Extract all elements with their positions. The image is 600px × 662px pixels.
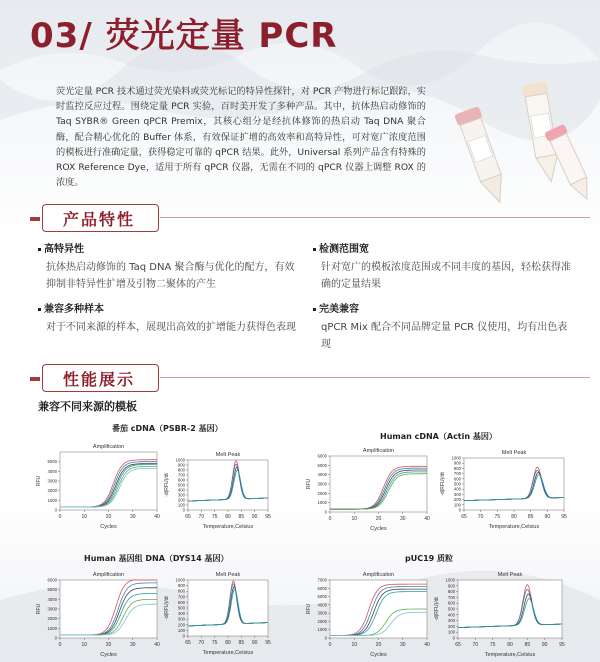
y-tick-label: 4000: [47, 468, 57, 474]
y-tick-label: 0: [182, 633, 185, 639]
y-tick-label: 2000: [47, 488, 57, 494]
x-tick-label: 85: [238, 640, 245, 646]
y-tick-label: 600: [453, 476, 461, 482]
x-tick-label: 90: [251, 640, 258, 646]
x-tick-label: 10: [351, 642, 358, 648]
x-tick-label: 0: [58, 642, 62, 648]
section-title-performance: 性能展示: [62, 370, 135, 389]
chart-amplification: [36, 440, 161, 530]
page-title: 03/ 荧光定量 PCR: [30, 16, 338, 56]
chart-title: Melt Peak: [215, 452, 241, 458]
y-tick-label: 200: [177, 497, 185, 503]
y-tick-label: 800: [177, 588, 185, 594]
x-tick-label: 90: [251, 514, 258, 520]
y-tick-label: 0: [182, 507, 185, 513]
chart-amplification: [306, 568, 431, 658]
x-tick-label: 20: [105, 514, 112, 520]
x-tick-label: 85: [238, 514, 245, 520]
x-tick-label: 70: [477, 514, 484, 520]
y-tick-label: 0: [452, 635, 455, 641]
x-tick-label: 20: [105, 642, 112, 648]
x-tick-label: 30: [129, 514, 136, 520]
y-tick-label: 300: [447, 618, 455, 624]
x-tick-label: 0: [58, 514, 62, 520]
x-tick-label: 70: [198, 640, 205, 646]
panel-label: 番茄 cDNA（PSBR-2 基因）: [112, 424, 223, 433]
x-tick-label: 80: [507, 642, 513, 648]
y-tick-label: 3000: [317, 481, 327, 487]
x-axis-label: Temperature,Celsius: [488, 524, 540, 530]
feature-desc: qPCR Mix 配合不同品牌定量 PCR 仪使用，均有出色表现: [321, 322, 568, 350]
y-tick-label: 0: [54, 507, 57, 513]
y-tick-label: 1000: [175, 457, 185, 463]
y-tick-label: 100: [177, 502, 185, 508]
y-tick-label: 600: [177, 477, 185, 483]
x-tick-label: 10: [81, 642, 88, 648]
plot-area: [60, 580, 157, 638]
feature-desc: 针对宽广的模板浓度范围或不同丰度的基因，轻松获得准确的定量结果: [321, 262, 571, 290]
chart-title: Melt Peak: [215, 572, 241, 578]
y-tick-label: 0: [458, 507, 461, 513]
x-tick-label: 10: [81, 514, 88, 520]
x-tick-label: 70: [198, 514, 205, 520]
y-tick-label: 6000: [47, 577, 57, 583]
y-tick-label: 500: [177, 605, 185, 611]
x-tick-label: 40: [154, 642, 160, 648]
x-tick-label: 0: [328, 642, 332, 648]
plot-area: [188, 460, 268, 510]
y-tick-label: 200: [453, 497, 461, 503]
y-tick-label: 1000: [175, 577, 185, 583]
x-tick-label: 40: [424, 642, 430, 648]
chart-title: Amplification: [362, 448, 395, 454]
y-axis-label: RFU: [306, 478, 312, 490]
y-tick-label: 4000: [317, 602, 327, 608]
y-tick-label: 400: [177, 487, 185, 493]
intro-paragraph: 荧光定量 PCR 技术通过荧光染料或荧光标记的特异性探针，对 PCR 产物进行标记跟踪，实时监控反应过程。围绕定量 PCR 实验，百时美开发了多种产品。其中，抗体热启动修饰的 Taq SYBR® Green qPCR Premix，其核心组分是经抗体修饰的热启动 Taq DNA 聚合酶，配合精心优化的 Buffer 体系，有效保证扩增的高效率和高特异性，可对宽广浓度范围的模板进行准确定量，获得稳定可靠的 qPCR 结果。此外，Universal 系列产品含有特殊的 ROX Reference Dye，适用于所有 qPCR 仪器，无需在不同的 qPCR 仪器上调整 ROX 的浓度。: [56, 86, 426, 189]
chart-title: Melt Peak: [501, 450, 527, 456]
y-tick-label: 700: [453, 471, 461, 477]
panel-label: Human 基因组 DNA（DYS14 基因）: [84, 554, 229, 563]
y-tick-label: 2000: [47, 616, 57, 622]
feature-item: [38, 300, 296, 336]
feature-desc: 抗体热启动修饰的 Taq DNA 聚合酶与优化的配方，有效抑制非特异性扩增及引物二聚体的产生: [46, 262, 295, 290]
bullet-icon: [313, 248, 316, 251]
y-tick-label: 300: [453, 491, 461, 497]
y-tick-label: 2000: [317, 618, 327, 624]
feature-desc: 对于不同来源的样本，展现出高效的扩增能力获得色表现: [46, 322, 296, 333]
y-tick-label: 1000: [317, 500, 327, 506]
y-axis-label: -d(RFU)/dt: [434, 597, 440, 621]
section-header-features: [30, 204, 590, 230]
y-tick-label: 0: [324, 635, 327, 641]
y-tick-label: 1000: [47, 497, 57, 503]
y-axis-label: -d(RFU)/dt: [164, 473, 170, 497]
y-tick-label: 900: [177, 462, 185, 468]
y-tick-label: 800: [447, 589, 455, 595]
x-tick-label: 85: [527, 514, 534, 520]
y-tick-label: 5000: [317, 594, 327, 600]
x-tick-label: 10: [351, 516, 358, 522]
y-tick-label: 3000: [47, 478, 57, 484]
y-tick-label: 5000: [317, 462, 327, 468]
y-tick-label: 1000: [317, 627, 327, 633]
y-tick-label: 7000: [317, 577, 327, 583]
chart-melt-peak: [164, 448, 272, 530]
y-tick-label: 200: [177, 622, 185, 628]
y-tick-label: 600: [447, 600, 455, 606]
bullet-icon: [313, 308, 316, 311]
x-tick-label: 75: [494, 514, 501, 520]
feature-title-text: 检测范围宽: [319, 244, 369, 255]
chart-melt-peak: [440, 446, 568, 530]
y-tick-label: 0: [324, 509, 327, 515]
y-tick-label: 2000: [317, 490, 327, 496]
y-tick-label: 1000: [47, 625, 57, 631]
plot-area: [464, 458, 564, 510]
y-tick-label: 300: [177, 492, 185, 498]
feature-item: [313, 240, 571, 293]
y-tick-label: 6000: [317, 585, 327, 591]
x-tick-label: 30: [399, 516, 406, 522]
x-tick-label: 20: [375, 642, 382, 648]
section-divider: [160, 217, 590, 218]
feature-title: [38, 300, 296, 315]
x-tick-label: 90: [544, 514, 551, 520]
y-tick-label: 400: [447, 612, 455, 618]
y-tick-label: 800: [177, 467, 185, 473]
bullet-icon: [38, 248, 41, 251]
y-tick-label: 800: [453, 465, 461, 471]
x-tick-label: 90: [541, 642, 548, 648]
x-tick-label: 65: [461, 514, 467, 520]
x-tick-label: 70: [472, 642, 479, 648]
feature-item: [313, 300, 571, 353]
feature-title: [38, 240, 296, 255]
x-tick-label: 65: [455, 642, 461, 648]
feature-title: [313, 240, 571, 255]
panel-label: Human cDNA（Actin 基因）: [380, 432, 497, 441]
x-tick-label: 95: [265, 514, 271, 520]
x-axis-label: Cycles: [100, 524, 117, 530]
y-tick-label: 100: [453, 502, 461, 508]
x-tick-label: 30: [399, 642, 406, 648]
plot-area: [330, 456, 427, 512]
x-tick-label: 85: [524, 642, 531, 648]
y-tick-label: 1000: [445, 577, 455, 583]
y-tick-label: 200: [447, 623, 455, 629]
x-axis-label: Temperature,Celsius: [484, 652, 536, 658]
y-axis-label: -d(RFU)/dt: [440, 472, 446, 496]
section-header-performance: [30, 364, 590, 390]
pcr-tubes-image: [430, 75, 595, 215]
x-tick-label: 20: [375, 516, 382, 522]
chart-title: Melt Peak: [497, 572, 523, 578]
y-tick-label: 4000: [317, 472, 327, 478]
x-tick-label: 40: [154, 514, 160, 520]
chart-title: Amplification: [92, 572, 125, 578]
x-tick-label: 75: [211, 514, 218, 520]
x-tick-label: 30: [129, 642, 136, 648]
y-tick-label: 900: [177, 583, 185, 589]
x-tick-label: 65: [185, 514, 191, 520]
x-tick-label: 80: [225, 640, 231, 646]
y-tick-label: 900: [447, 583, 455, 589]
x-tick-label: 95: [265, 640, 271, 646]
y-axis-label: RFU: [306, 603, 312, 615]
plot-area: [458, 580, 562, 638]
x-axis-label: Temperature,Celsius: [202, 524, 254, 530]
y-tick-label: 700: [177, 594, 185, 600]
x-tick-label: 40: [424, 516, 430, 522]
chart-melt-peak: [434, 568, 566, 658]
y-tick-label: 400: [177, 611, 185, 617]
x-tick-label: 95: [561, 514, 567, 520]
x-axis-label: Cycles: [100, 652, 117, 658]
chart-title: Amplification: [362, 572, 395, 578]
x-tick-label: 95: [559, 642, 565, 648]
feature-title-text: 高特异性: [44, 244, 84, 255]
y-tick-label: 5000: [47, 459, 57, 465]
plot-area: [188, 580, 268, 636]
x-axis-label: Cycles: [370, 526, 387, 532]
subtitle: 兼容不同来源的模板: [38, 400, 137, 413]
y-axis-label: RFU: [36, 603, 42, 615]
y-tick-label: 300: [177, 616, 185, 622]
y-tick-label: 6000: [317, 453, 327, 459]
x-tick-label: 80: [225, 514, 231, 520]
feature-title: [313, 300, 571, 315]
feature-item: [38, 240, 296, 293]
section-title-features: 产品特性: [62, 210, 135, 229]
section-marker: [30, 377, 40, 381]
y-axis-label: -d(RFU)/dt: [164, 596, 170, 620]
feature-title-text: 兼容多种样本: [44, 304, 104, 315]
y-tick-label: 700: [177, 472, 185, 478]
x-tick-label: 0: [328, 516, 332, 522]
y-tick-label: 500: [177, 482, 185, 488]
x-axis-label: Cycles: [370, 652, 387, 658]
y-tick-label: 900: [453, 460, 461, 466]
y-tick-label: 1000: [451, 455, 461, 461]
chart-melt-peak: [164, 568, 272, 656]
x-axis-label: Temperature,Celsius: [202, 650, 254, 656]
y-tick-label: 400: [453, 486, 461, 492]
section-divider: [160, 377, 590, 378]
panel-label: pUC19 质粒: [405, 554, 454, 563]
y-tick-label: 600: [177, 599, 185, 605]
feature-title-text: 完美兼容: [319, 304, 359, 315]
y-tick-label: 500: [447, 606, 455, 612]
y-tick-label: 3000: [317, 610, 327, 616]
chart-title: Amplification: [92, 444, 125, 450]
y-axis-label: RFU: [36, 475, 42, 487]
y-tick-label: 500: [453, 481, 461, 487]
x-tick-label: 75: [489, 642, 496, 648]
y-tick-label: 700: [447, 594, 455, 600]
y-tick-label: 4000: [47, 596, 57, 602]
y-tick-label: 100: [447, 629, 455, 635]
y-tick-label: 3000: [47, 606, 57, 612]
x-tick-label: 80: [511, 514, 517, 520]
bullet-icon: [38, 308, 41, 311]
y-tick-label: 100: [177, 627, 185, 633]
y-tick-label: 0: [54, 635, 57, 641]
x-tick-label: 75: [211, 640, 218, 646]
chart-amplification: [306, 444, 431, 532]
chart-amplification: [36, 568, 161, 658]
x-tick-label: 65: [185, 640, 191, 646]
y-tick-label: 5000: [47, 587, 57, 593]
section-marker: [30, 217, 40, 221]
